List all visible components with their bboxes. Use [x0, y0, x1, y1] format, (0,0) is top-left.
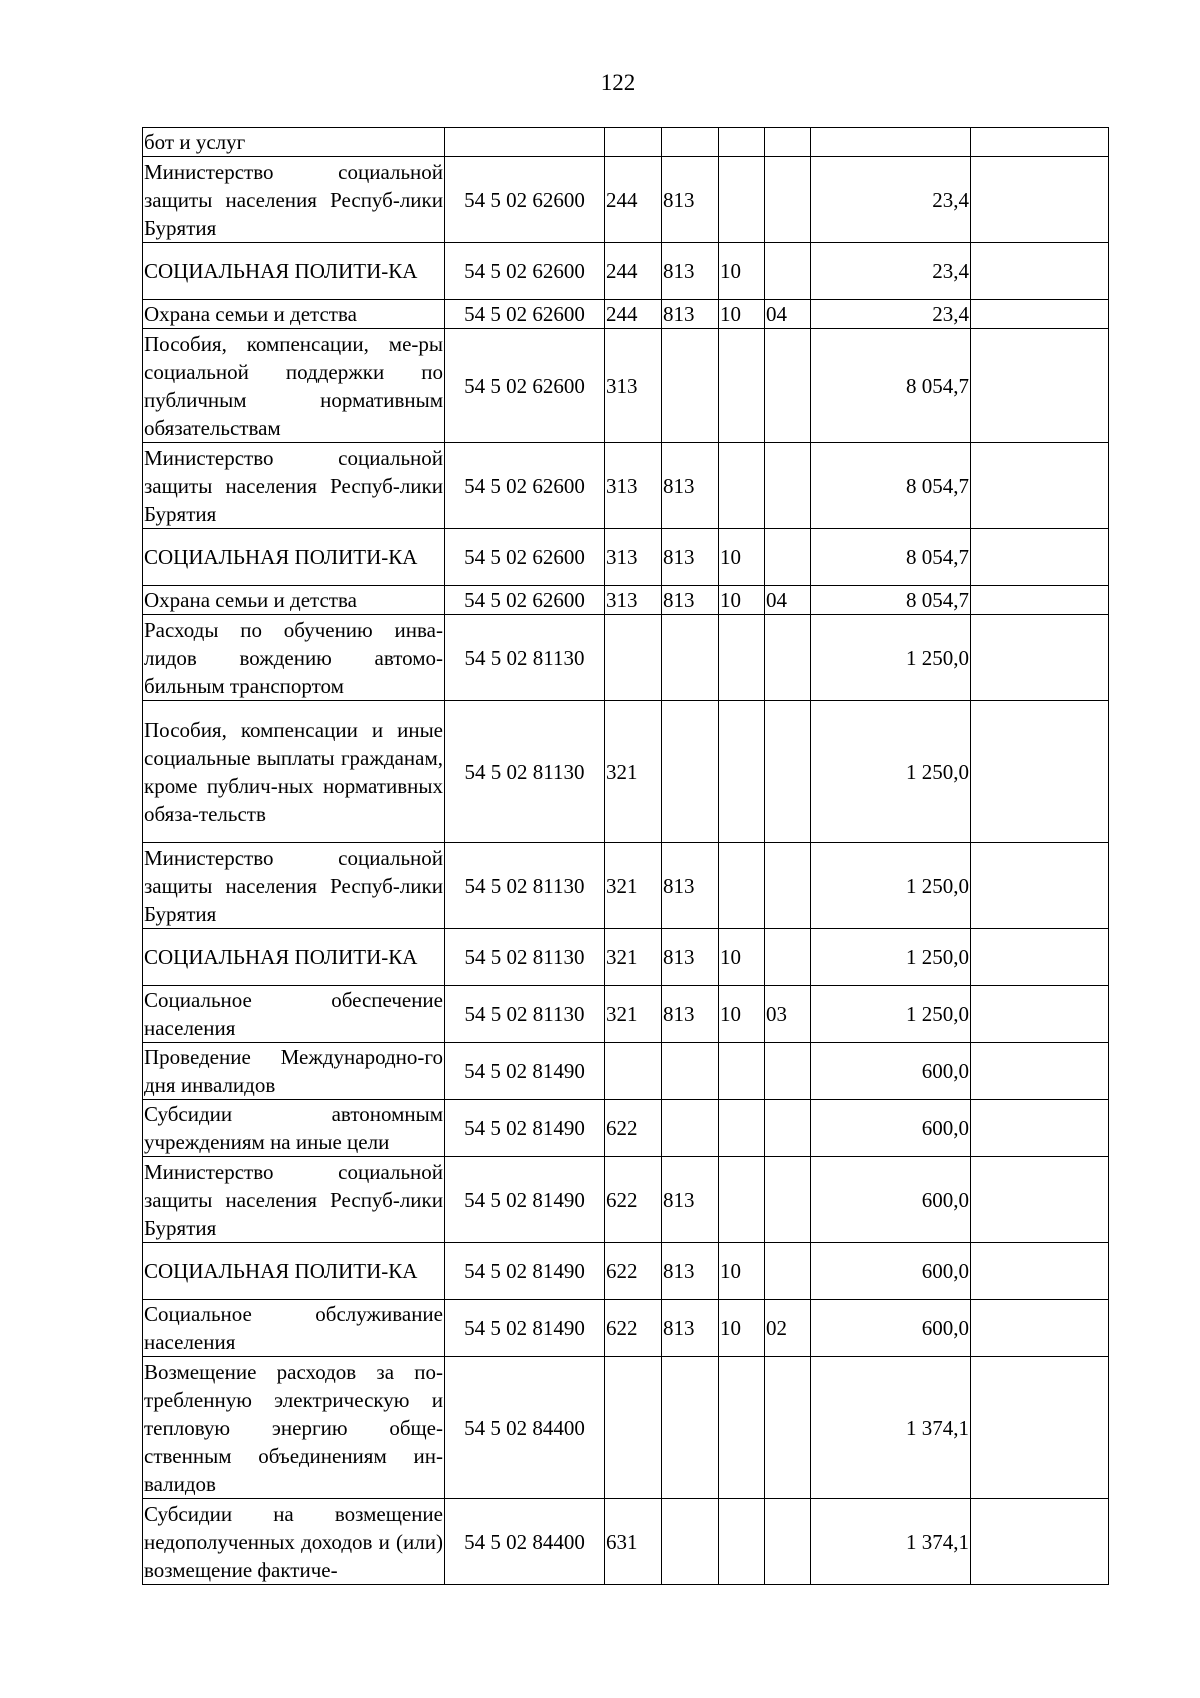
- table-cell-admin-code: 813: [662, 243, 719, 300]
- table-cell-subsection: 04: [765, 586, 811, 615]
- table-cell-amount: 1 250,0: [811, 929, 971, 986]
- table-cell-amount: 23,4: [811, 300, 971, 329]
- table-cell-name: Социальное обслуживание населения: [143, 1300, 445, 1357]
- table-cell-name: Пособия, компенсации, ме-ры социальной поддержки по публичным нормативным обязательствам: [143, 329, 445, 443]
- table-cell-amount: 1 250,0: [811, 843, 971, 929]
- table-cell-name: Министерство социальной защиты населения Респуб-лики Бурятия: [143, 157, 445, 243]
- table-cell-expense-type: 622: [605, 1157, 662, 1243]
- table-cell-target-code: 54 5 02 81490: [445, 1043, 605, 1100]
- table-cell-subsection: [765, 1357, 811, 1499]
- table-cell-amount: 23,4: [811, 243, 971, 300]
- table-cell-extra: [971, 157, 1109, 243]
- table-cell-subsection: [765, 929, 811, 986]
- table-cell-name: Субсидии автономным учреждениям на иные цели: [143, 1100, 445, 1157]
- table-cell-target-code: 54 5 02 62600: [445, 529, 605, 586]
- table-cell-name: Министерство социальной защиты населения Респуб-лики Бурятия: [143, 843, 445, 929]
- table-cell-section: 10: [719, 586, 765, 615]
- table-cell-section: 10: [719, 929, 765, 986]
- table-cell-section: [719, 329, 765, 443]
- table-row: [143, 615, 1109, 701]
- table-cell-expense-type: 313: [605, 443, 662, 529]
- table-row: [143, 586, 1109, 615]
- table-cell-amount: 8 054,7: [811, 443, 971, 529]
- table-cell-extra: [971, 1043, 1109, 1100]
- table-cell-extra: [971, 1157, 1109, 1243]
- table-cell-admin-code: [662, 128, 719, 157]
- table-cell-subsection: [765, 701, 811, 843]
- table-row: [143, 128, 1109, 157]
- table-cell-subsection: 02: [765, 1300, 811, 1357]
- table-cell-expense-type: [605, 1043, 662, 1100]
- table-cell-name: СОЦИАЛЬНАЯ ПОЛИТИ-КА: [143, 529, 445, 586]
- table-cell-admin-code: 813: [662, 157, 719, 243]
- table-cell-expense-type: 321: [605, 986, 662, 1043]
- table-cell-name: Охрана семьи и детства: [143, 586, 445, 615]
- table-cell-section: [719, 443, 765, 529]
- table-cell-amount: 600,0: [811, 1157, 971, 1243]
- table-cell-target-code: 54 5 02 81130: [445, 701, 605, 843]
- table-cell-subsection: [765, 1100, 811, 1157]
- table-cell-admin-code: 813: [662, 1157, 719, 1243]
- table-cell-name: Охрана семьи и детства: [143, 300, 445, 329]
- table-cell-target-code: 54 5 02 62600: [445, 157, 605, 243]
- table-cell-name: Субсидии на возмещение недополученных доходов и (или) возмещение фактиче-: [143, 1499, 445, 1585]
- table-cell-admin-code: [662, 1100, 719, 1157]
- table-cell-extra: [971, 1100, 1109, 1157]
- table-cell-expense-type: [605, 128, 662, 157]
- table-cell-extra: [971, 701, 1109, 843]
- table-cell-admin-code: 813: [662, 1300, 719, 1357]
- table-cell-extra: [971, 1300, 1109, 1357]
- table-cell-target-code: 54 5 02 62600: [445, 586, 605, 615]
- table-cell-expense-type: 313: [605, 529, 662, 586]
- table-cell-expense-type: 622: [605, 1100, 662, 1157]
- table-cell-amount: 1 374,1: [811, 1499, 971, 1585]
- table-cell-expense-type: 622: [605, 1300, 662, 1357]
- table-cell-subsection: [765, 843, 811, 929]
- table-cell-name: Пособия, компенсации и иные социальные выплаты гражданам, кроме публич-ных нормативных обяза-тельств: [143, 701, 445, 843]
- table-cell-extra: [971, 1499, 1109, 1585]
- table-cell-extra: [971, 329, 1109, 443]
- table-cell-expense-type: [605, 615, 662, 701]
- table-cell-amount: 8 054,7: [811, 586, 971, 615]
- table-cell-admin-code: 813: [662, 1243, 719, 1300]
- budget-table: [142, 127, 1109, 1585]
- table-row: [143, 1499, 1109, 1585]
- table-cell-section: [719, 843, 765, 929]
- table-row: [143, 929, 1109, 986]
- table-row: [143, 1357, 1109, 1499]
- table-cell-expense-type: 631: [605, 1499, 662, 1585]
- table-cell-subsection: [765, 329, 811, 443]
- table-cell-subsection: [765, 529, 811, 586]
- table-row: [143, 1043, 1109, 1100]
- table-cell-subsection: [765, 1157, 811, 1243]
- table-row: [143, 529, 1109, 586]
- table-cell-name: Социальное обеспечение населения: [143, 986, 445, 1043]
- table-cell-name: бот и услуг: [143, 128, 445, 157]
- table-cell-amount: 600,0: [811, 1100, 971, 1157]
- table-cell-admin-code: 813: [662, 300, 719, 329]
- table-cell-subsection: [765, 128, 811, 157]
- table-cell-extra: [971, 586, 1109, 615]
- table-row: [143, 329, 1109, 443]
- table-cell-section: [719, 128, 765, 157]
- table-cell-name: СОЦИАЛЬНАЯ ПОЛИТИ-КА: [143, 1243, 445, 1300]
- table-cell-target-code: 54 5 02 81130: [445, 986, 605, 1043]
- table-cell-admin-code: 813: [662, 443, 719, 529]
- table-cell-section: 10: [719, 1300, 765, 1357]
- table-cell-admin-code: [662, 329, 719, 443]
- table-cell-section: 10: [719, 529, 765, 586]
- table-cell-amount: 600,0: [811, 1043, 971, 1100]
- table-cell-expense-type: 244: [605, 243, 662, 300]
- table-cell-extra: [971, 300, 1109, 329]
- table-cell-name: СОЦИАЛЬНАЯ ПОЛИТИ-КА: [143, 929, 445, 986]
- table-cell-section: [719, 1043, 765, 1100]
- table-cell-section: 10: [719, 243, 765, 300]
- page-number: 122: [600, 70, 636, 95]
- table-cell-section: [719, 1100, 765, 1157]
- table-cell-amount: 600,0: [811, 1300, 971, 1357]
- table-cell-expense-type: 244: [605, 157, 662, 243]
- table-cell-extra: [971, 243, 1109, 300]
- table-cell-target-code: 54 5 02 81130: [445, 615, 605, 701]
- table-cell-admin-code: [662, 701, 719, 843]
- table-row: [143, 1100, 1109, 1157]
- table-cell-expense-type: 321: [605, 843, 662, 929]
- table-cell-amount: 600,0: [811, 1243, 971, 1300]
- table-cell-target-code: 54 5 02 81130: [445, 929, 605, 986]
- table-cell-target-code: 54 5 02 62600: [445, 243, 605, 300]
- table-cell-expense-type: 321: [605, 701, 662, 843]
- table-row: [143, 1300, 1109, 1357]
- table-cell-amount: [811, 128, 971, 157]
- table-cell-name: Министерство социальной защиты населения Респуб-лики Бурятия: [143, 1157, 445, 1243]
- table-cell-expense-type: [605, 1357, 662, 1499]
- table-cell-expense-type: 244: [605, 300, 662, 329]
- table-cell-section: [719, 1357, 765, 1499]
- table-cell-name: Министерство социальной защиты населения Респуб-лики Бурятия: [143, 443, 445, 529]
- table-cell-amount: 8 054,7: [811, 529, 971, 586]
- table-cell-name: Расходы по обучению инва-лидов вождению автомо-бильным транспортом: [143, 615, 445, 701]
- table-cell-amount: 1 250,0: [811, 701, 971, 843]
- table-cell-expense-type: 313: [605, 586, 662, 615]
- table-cell-target-code: 54 5 02 81490: [445, 1100, 605, 1157]
- table-row: [143, 300, 1109, 329]
- table-row: [143, 986, 1109, 1043]
- table-cell-extra: [971, 443, 1109, 529]
- table-cell-name: СОЦИАЛЬНАЯ ПОЛИТИ-КА: [143, 243, 445, 300]
- table-cell-admin-code: [662, 1357, 719, 1499]
- table-row: [143, 1157, 1109, 1243]
- table-cell-target-code: 54 5 02 62600: [445, 329, 605, 443]
- table-row: [143, 243, 1109, 300]
- table-cell-target-code: 54 5 02 81130: [445, 843, 605, 929]
- table-cell-admin-code: 813: [662, 986, 719, 1043]
- table-cell-admin-code: 813: [662, 586, 719, 615]
- table-cell-extra: [971, 1243, 1109, 1300]
- table-cell-target-code: 54 5 02 62600: [445, 300, 605, 329]
- table-cell-target-code: 54 5 02 84400: [445, 1499, 605, 1585]
- table-cell-expense-type: 321: [605, 929, 662, 986]
- table-cell-subsection: [765, 157, 811, 243]
- table-cell-admin-code: 813: [662, 529, 719, 586]
- table-cell-admin-code: 813: [662, 929, 719, 986]
- table-cell-section: [719, 615, 765, 701]
- table-cell-section: 10: [719, 300, 765, 329]
- table-cell-amount: 1 250,0: [811, 986, 971, 1043]
- table-cell-section: 10: [719, 986, 765, 1043]
- table-cell-name: Проведение Международно-го дня инвалидов: [143, 1043, 445, 1100]
- budget-table-body: [143, 128, 1109, 1585]
- table-cell-expense-type: 622: [605, 1243, 662, 1300]
- table-cell-extra: [971, 529, 1109, 586]
- table-cell-extra: [971, 986, 1109, 1043]
- table-cell-amount: 1 374,1: [811, 1357, 971, 1499]
- table-cell-name: Возмещение расходов за по-требленную электрическую и тепловую энергию обще-ственным объединениям ин-валидов: [143, 1357, 445, 1499]
- table-cell-expense-type: 313: [605, 329, 662, 443]
- table-cell-admin-code: [662, 1043, 719, 1100]
- table-cell-target-code: 54 5 02 81490: [445, 1300, 605, 1357]
- table-cell-target-code: 54 5 02 81490: [445, 1243, 605, 1300]
- table-row: [143, 843, 1109, 929]
- table-cell-admin-code: [662, 615, 719, 701]
- table-cell-subsection: 04: [765, 300, 811, 329]
- table-cell-amount: 8 054,7: [811, 329, 971, 443]
- table-cell-subsection: [765, 1243, 811, 1300]
- table-cell-extra: [971, 128, 1109, 157]
- table-cell-subsection: [765, 443, 811, 529]
- table-row: [143, 1243, 1109, 1300]
- table-cell-extra: [971, 843, 1109, 929]
- table-cell-target-code: 54 5 02 81490: [445, 1157, 605, 1243]
- table-cell-target-code: [445, 128, 605, 157]
- table-cell-amount: 1 250,0: [811, 615, 971, 701]
- table-row: [143, 701, 1109, 843]
- table-cell-subsection: [765, 243, 811, 300]
- table-cell-subsection: [765, 1499, 811, 1585]
- table-cell-section: [719, 1157, 765, 1243]
- table-cell-section: [719, 701, 765, 843]
- table-cell-admin-code: [662, 1499, 719, 1585]
- table-cell-section: 10: [719, 1243, 765, 1300]
- table-cell-subsection: 03: [765, 986, 811, 1043]
- table-row: [143, 157, 1109, 243]
- table-cell-extra: [971, 1357, 1109, 1499]
- table-cell-extra: [971, 615, 1109, 701]
- table-row: [143, 443, 1109, 529]
- table-cell-subsection: [765, 1043, 811, 1100]
- table-cell-target-code: 54 5 02 62600: [445, 443, 605, 529]
- table-cell-section: [719, 1499, 765, 1585]
- table-cell-section: [719, 157, 765, 243]
- table-cell-subsection: [765, 615, 811, 701]
- table-cell-admin-code: 813: [662, 843, 719, 929]
- table-cell-extra: [971, 929, 1109, 986]
- table-cell-amount: 23,4: [811, 157, 971, 243]
- table-cell-target-code: 54 5 02 84400: [445, 1357, 605, 1499]
